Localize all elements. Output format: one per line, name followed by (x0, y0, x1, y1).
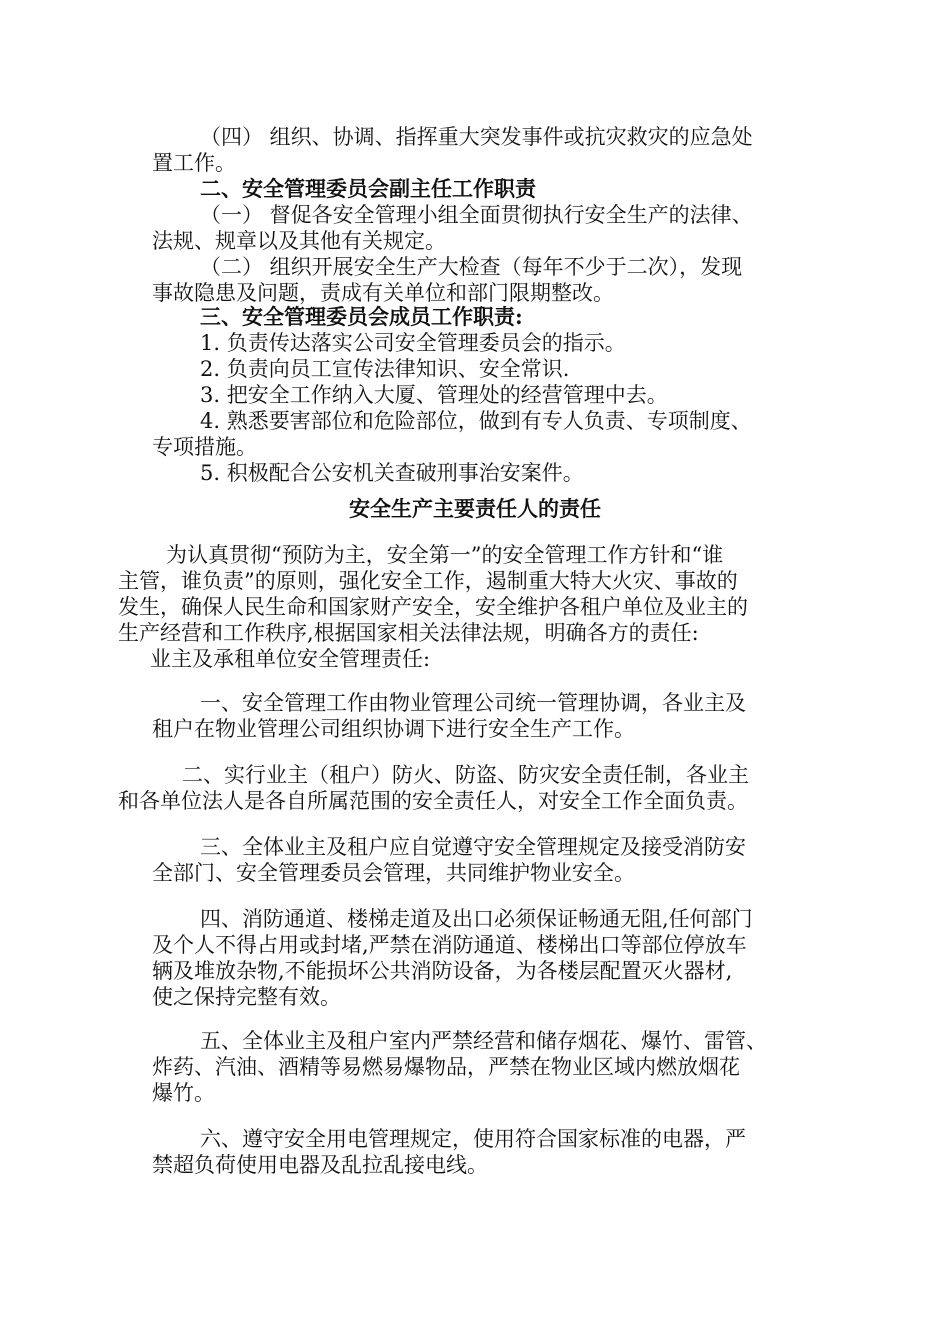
member-duty-4-line-1: 4. 熟悉要害部位和危险部位，做到有专人负责、专项制度、 (200, 409, 752, 433)
paragraph-sub-2-line-1: （二） 组织开展安全生产大检查（每年不少于二次），发现 (200, 255, 743, 279)
intro-line-4: 生产经营和工作秩序,根据国家相关法律法规，明确各方的责任: (118, 621, 699, 645)
item-1-line-2: 租户在物业管理公司组织协调下进行安全生产工作。 (152, 717, 635, 741)
item-1-line-1: 一、安全管理工作由物业管理公司统一管理协调，各业主及 (200, 691, 746, 715)
item-5-line-2: 炸药、汽油、酒精等易燃易爆物品，严禁在物业区域内燃放烟花 (152, 1055, 740, 1079)
intro-line-1: 为认真贯彻“预防为主，安全第一”的安全管理工作方针和“谁 (166, 543, 724, 567)
item-4-line-1: 四、消防通道、楼梯走道及出口必须保证畅通无阻,任何部门 (200, 907, 753, 931)
item-4-line-4: 使之保持完整有效。 (152, 985, 341, 1009)
paragraph-item-4-line-2: 置工作。 (152, 151, 236, 175)
item-5-line-3: 爆竹。 (152, 1081, 215, 1105)
paragraph-sub-2-line-2: 事故隐患及问题，责成有关单位和部门限期整改。 (152, 281, 614, 305)
intro-line-3: 发生，确保人民生命和国家财产安全，安全维护各租户单位及业主的 (118, 595, 748, 619)
item-3-line-2: 全部门、安全管理委员会管理，共同维护物业安全。 (152, 861, 635, 885)
paragraph-sub-1-line-1: （一） 督促各安全管理小组全面贯彻执行安全生产的法律、 (200, 203, 753, 227)
section-title: 安全生产主要责任人的责任 (349, 497, 601, 521)
item-4-line-2: 及个人不得占用或封堵,严禁在消防通道、楼梯出口等部位停放车 (152, 933, 747, 957)
heading-vice-director-duties: 二、安全管理委员会副主任工作职责 (200, 176, 536, 201)
intro-line-2: 主管，谁负责”的原则，强化安全工作，遏制重大特大火灾、事故的 (118, 569, 738, 593)
heading-member-duties: 三、安全管理委员会成员工作职责: (200, 304, 523, 329)
member-duty-3: 3. 把安全工作纳入大厦、管理处的经营管理中去。 (200, 383, 668, 407)
member-duty-2: 2. 负责向员工宣传法律知识、安全常识. (200, 357, 570, 381)
item-5-line-1: 五、全体业主及租户室内严禁经营和储存烟花、爆竹、雷管、 (200, 1029, 767, 1053)
item-6-line-2: 禁超负荷使用电器及乱拉乱接电线。 (152, 1153, 488, 1177)
paragraph-item-4-line-1: （四） 组织、协调、指挥重大突发事件或抗灾救灾的应急处 (200, 125, 753, 149)
member-duty-4-line-2: 专项措施。 (152, 435, 257, 459)
item-3-line-1: 三、全体业主及租户应自觉遵守安全管理规定及接受消防安 (200, 835, 746, 859)
subheading-owner-responsibility: 业主及承租单位安全管理责任: (150, 647, 431, 671)
member-duty-1: 1. 负责传达落实公司安全管理委员会的指示。 (200, 331, 626, 355)
item-2-line-2: 和各单位法人是各自所属范围的安全责任人，对安全工作全面负责。 (118, 789, 748, 813)
member-duty-5: 5. 积极配合公安机关查破刑事治安案件。 (200, 461, 584, 485)
item-6-line-1: 六、遵守安全用电管理规定，使用符合国家标准的电器，严 (200, 1127, 746, 1151)
item-4-line-3: 辆及堆放杂物,不能损坏公共消防设备，为各楼层配置灭火器材, (152, 959, 733, 983)
item-2-line-1: 二、实行业主（租户）防火、防盗、防灾安全责任制，各业主 (182, 763, 749, 787)
paragraph-sub-1-line-2: 法规、规章以及其他有关规定。 (152, 229, 446, 253)
